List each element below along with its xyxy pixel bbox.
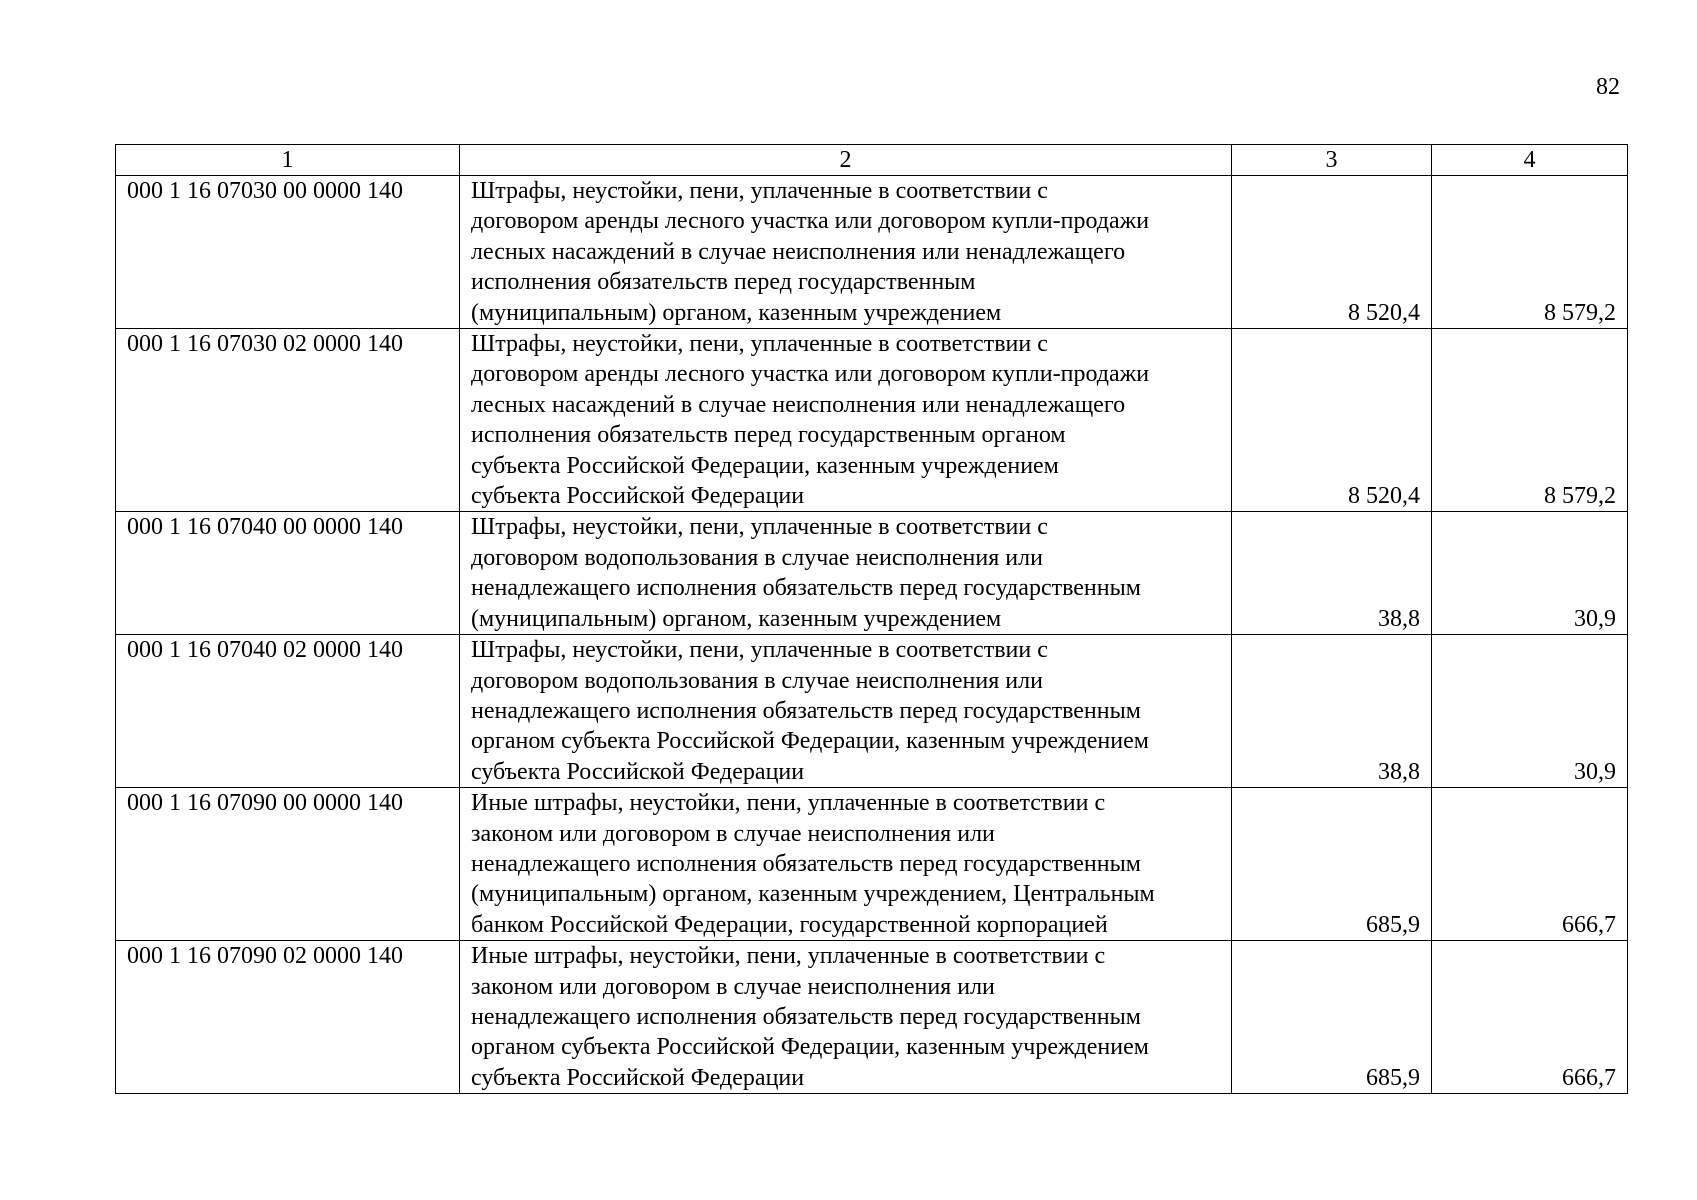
description-line: договором водопользования в случае неисполнения или (471, 667, 1043, 694)
description-line: законом или договором в случае неисполнения или (471, 973, 995, 1000)
budget-code-cell: 000 1 16 07040 00 0000 140 (116, 512, 460, 635)
budget-code-cell: 000 1 16 07030 00 0000 140 (116, 176, 460, 329)
description-line: Штрафы, неустойки, пени, уплаченные в соответствии с (471, 637, 1048, 664)
column-header-2: 2 (460, 145, 1232, 176)
value-col3-cell: 685,9 (1232, 788, 1432, 941)
column-header-4: 4 (1432, 145, 1628, 176)
description-line: Иные штрафы, неустойки, пени, уплаченные в соответствии с (471, 943, 1106, 970)
value-col4-cell: 666,7 (1432, 788, 1628, 941)
description-cell (460, 512, 1232, 635)
description-line: субъекта Российской Федерации (471, 483, 805, 510)
description-cell (460, 635, 1232, 788)
value-col4-cell: 30,9 (1432, 512, 1628, 635)
budget-code-cell: 000 1 16 07090 02 0000 140 (116, 941, 460, 1094)
value-col4-cell: 8 579,2 (1432, 176, 1628, 329)
description-cell (460, 176, 1232, 329)
table-row (116, 329, 1628, 512)
column-header-3: 3 (1232, 145, 1432, 176)
budget-code-cell: 000 1 16 07030 02 0000 140 (116, 329, 460, 512)
description-line: договором водопользования в случае неисполнения или (471, 544, 1043, 571)
description-line: Штрафы, неустойки, пени, уплаченные в соответствии с (471, 331, 1048, 358)
description-line: ненадлежащего исполнения обязательств перед государственным (471, 850, 1141, 877)
description-line: лесных насаждений в случае неисполнения или ненадлежащего (471, 391, 1126, 418)
table-body (116, 176, 1628, 1094)
description-line: субъекта Российской Федерации (471, 1064, 805, 1091)
description-cell (460, 788, 1232, 941)
description-line: ненадлежащего исполнения обязательств перед государственным (471, 697, 1141, 724)
description-line: исполнения обязательств перед государственным органом (471, 422, 1066, 449)
description-line: органом субъекта Российской Федерации, казенным учреждением (471, 1034, 1149, 1061)
budget-table (115, 144, 1628, 1094)
description-line: банком Российской Федерации, государственной корпорацией (471, 911, 1108, 938)
value-col3-cell: 38,8 (1232, 512, 1432, 635)
table-row (116, 176, 1628, 329)
page-number: 82 (1596, 74, 1620, 100)
description-line: ненадлежащего исполнения обязательств перед государственным (471, 575, 1141, 602)
description-line: субъекта Российской Федерации, казенным учреждением (471, 452, 1059, 479)
description-line: Иные штрафы, неустойки, пени, уплаченные в соответствии с (471, 790, 1106, 817)
description-line: лесных насаждений в случае неисполнения или ненадлежащего (471, 238, 1126, 265)
description-line: договором аренды лесного участка или договором купли-продажи (471, 208, 1150, 235)
description-line: договором аренды лесного участка или договором купли-продажи (471, 361, 1150, 388)
description-line: (муниципальным) органом, казенным учреждением (471, 605, 1002, 632)
description-line: Штрафы, неустойки, пени, уплаченные в соответствии с (471, 514, 1048, 541)
table-row (116, 512, 1628, 635)
description-line: органом субъекта Российской Федерации, казенным учреждением (471, 728, 1149, 755)
description-cell (460, 329, 1232, 512)
description-line: законом или договором в случае неисполнения или (471, 820, 995, 847)
value-col3-cell: 38,8 (1232, 635, 1432, 788)
column-header-1: 1 (116, 145, 460, 176)
budget-code-cell: 000 1 16 07040 02 0000 140 (116, 635, 460, 788)
description-line: ненадлежащего исполнения обязательств перед государственным (471, 1003, 1141, 1030)
table-row (116, 788, 1628, 941)
value-col3-cell: 8 520,4 (1232, 176, 1432, 329)
description-line: Штрафы, неустойки, пени, уплаченные в соответствии с (471, 178, 1048, 204)
description-line: (муниципальным) органом, казенным учреждением, Центральным (471, 881, 1155, 908)
table-row (116, 635, 1628, 788)
description-line: (муниципальным) органом, казенным учреждением (471, 299, 1002, 326)
budget-code-cell: 000 1 16 07090 00 0000 140 (116, 788, 460, 941)
value-col4-cell: 666,7 (1432, 941, 1628, 1094)
description-cell (460, 941, 1232, 1094)
description-line: исполнения обязательств перед государственным (471, 269, 976, 296)
value-col3-cell: 685,9 (1232, 941, 1432, 1094)
value-col4-cell: 8 579,2 (1432, 329, 1628, 512)
table-header-row (116, 145, 1628, 176)
table-row (116, 941, 1628, 1094)
description-line: субъекта Российской Федерации (471, 758, 805, 785)
value-col4-cell: 30,9 (1432, 635, 1628, 788)
value-col3-cell: 8 520,4 (1232, 329, 1432, 512)
